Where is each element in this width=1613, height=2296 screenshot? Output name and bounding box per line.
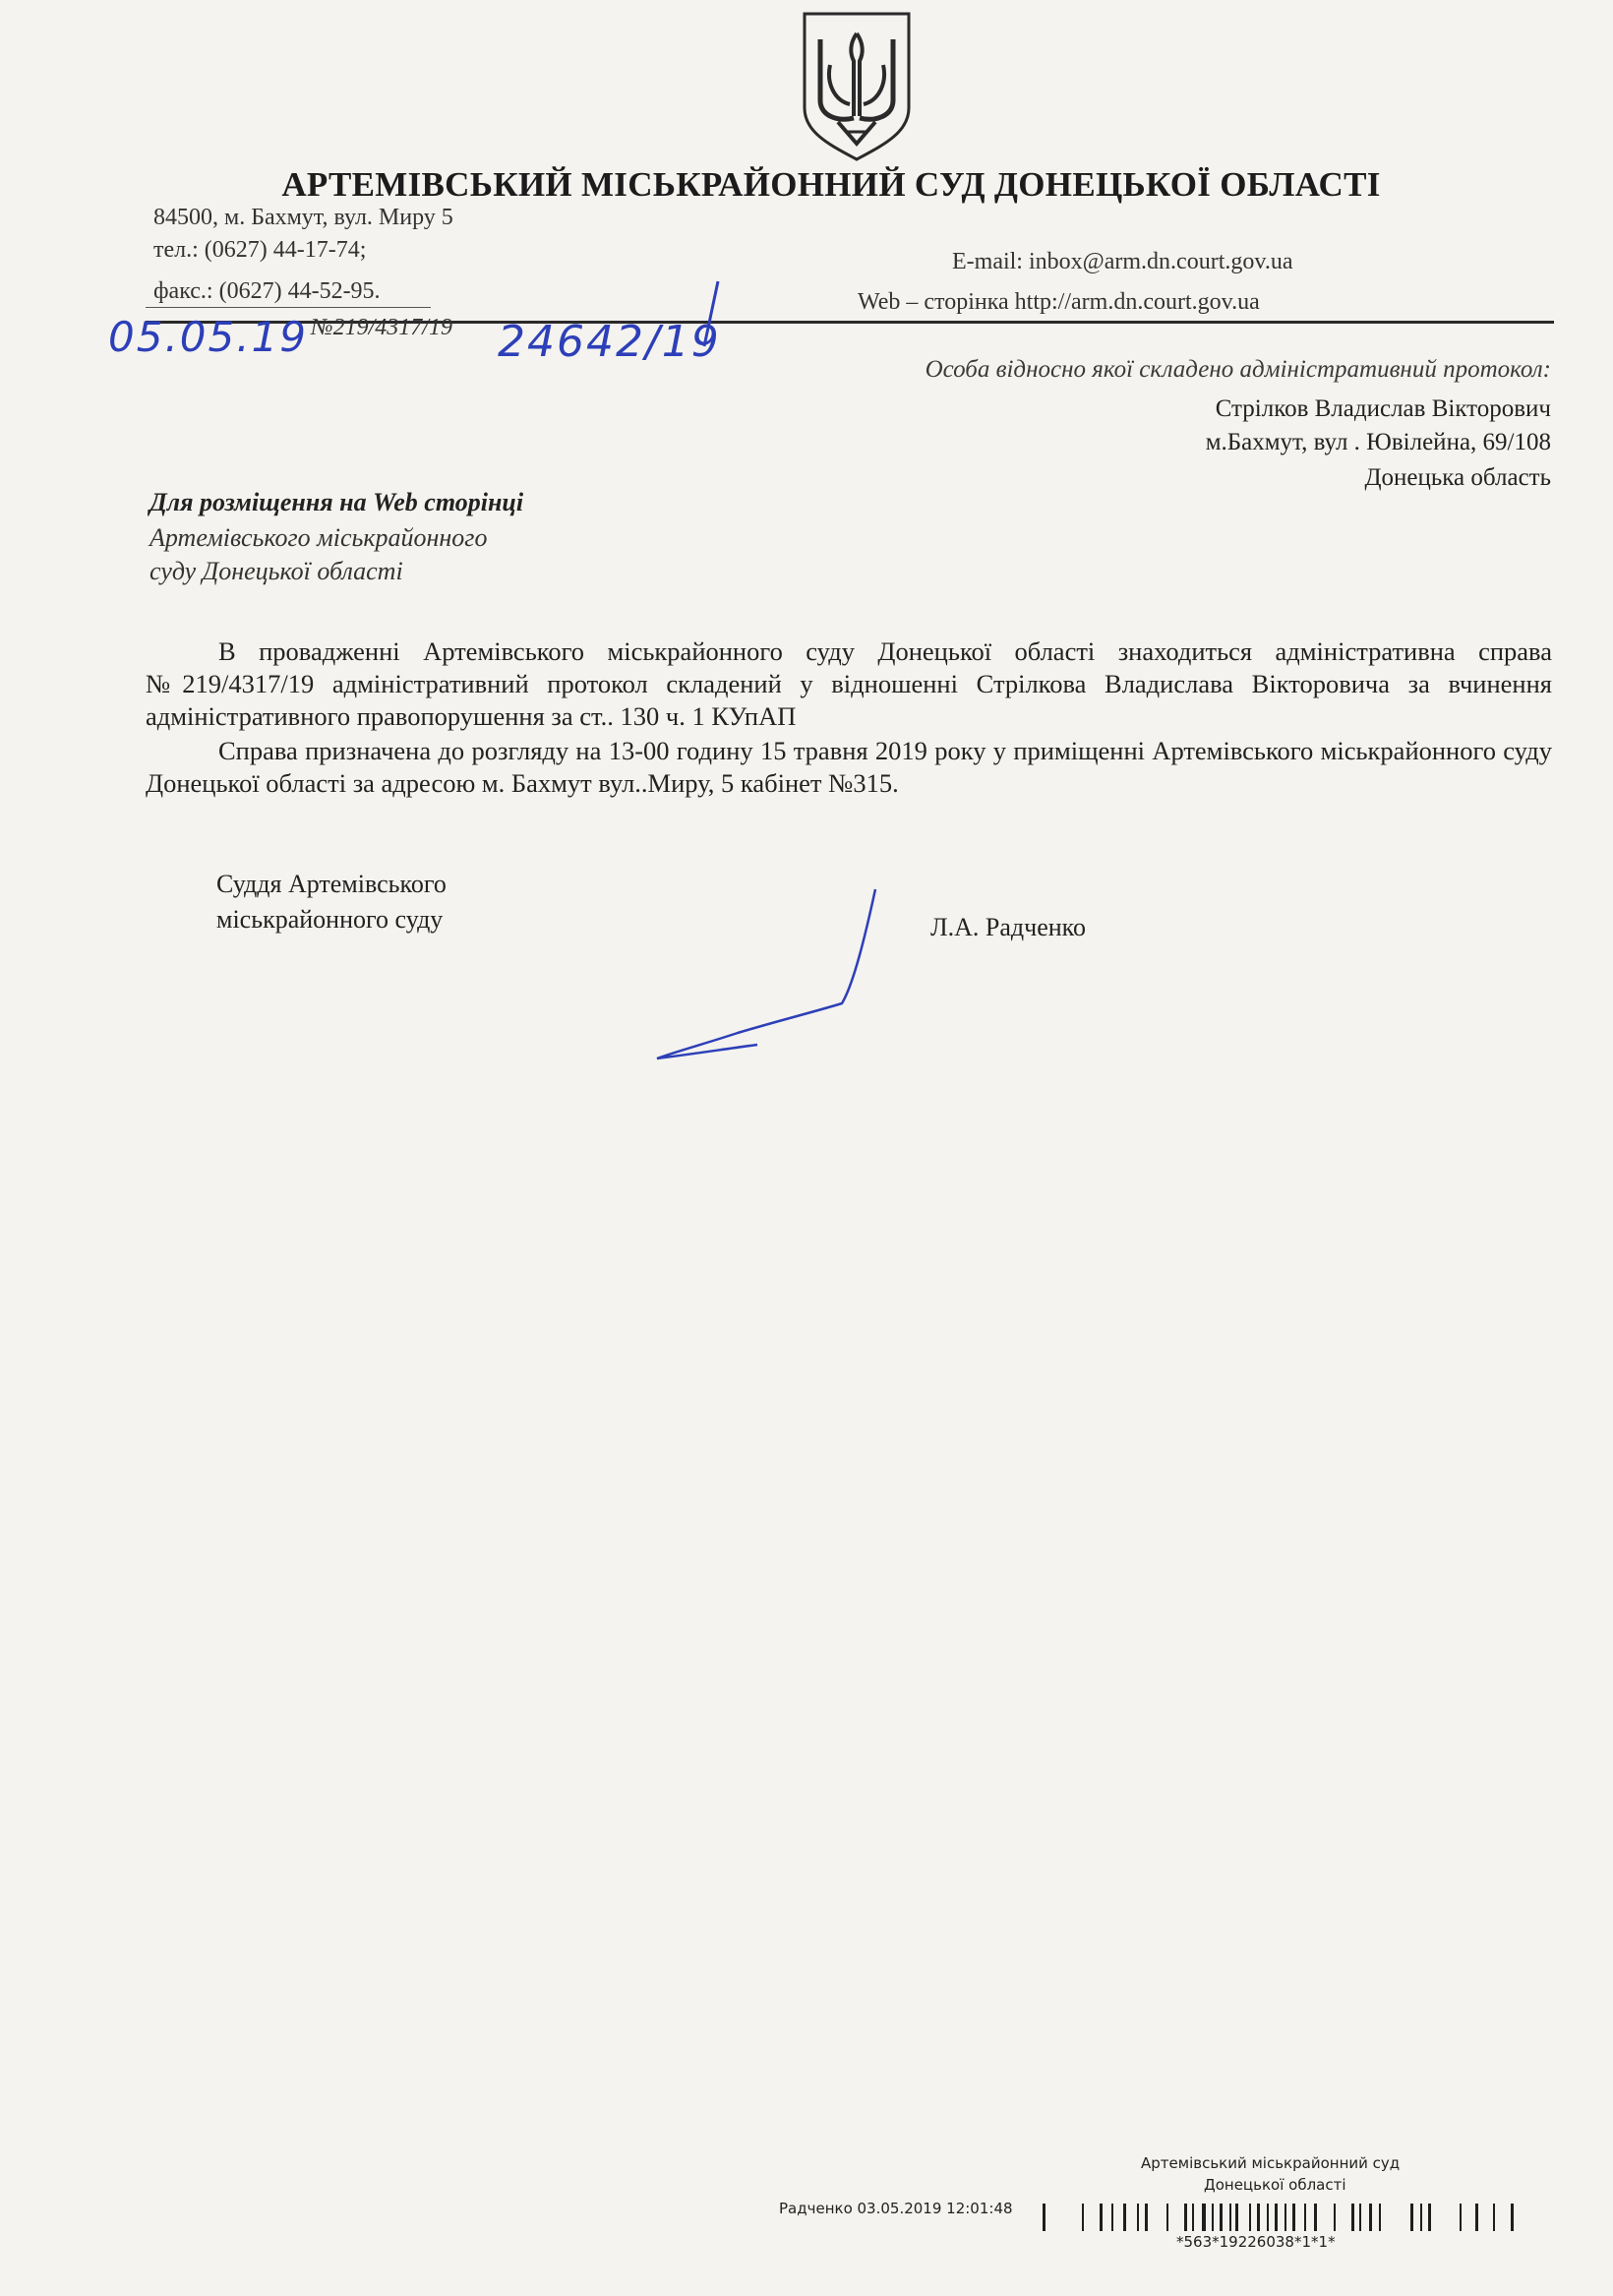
stamp-registration: Радченко 03.05.2019 12:01:48 — [779, 2200, 1013, 2217]
notice-paragraph-1: В провадженні Артемівського міськрайонного суду Донецької області знаходиться адміністративна справа №219/4317/19 адміністративний протокол складений у відношенні Стрілкова Владислава Вікторовича за вчинення адміністративного правопорушення за ст.. 130 ч. 1 КУпАП — [146, 636, 1552, 731]
judge-title-line1: Суддя Артемівського — [216, 870, 447, 898]
handwritten-outgoing-number: 24642/19 — [498, 317, 721, 367]
court-website: Web – сторінка http://arm.dn.court.gov.ua — [858, 289, 1260, 315]
web-placement-line3: суду Донецької області — [149, 557, 403, 585]
fax-underline — [146, 307, 431, 308]
case-number-reference: №219/4317/19 — [311, 315, 452, 340]
coat-of-arms-icon — [799, 10, 915, 162]
court-address: 84500, м. Бахмут, вул. Миру 5 — [153, 205, 453, 230]
stamp-court-line1: Артемівський міськрайонний суд — [1141, 2154, 1401, 2172]
barcode-text: *563*19226038*1*1* — [1176, 2233, 1336, 2251]
recipient-region: Донецька область — [1364, 464, 1551, 491]
handwritten-date: 05.05.19 — [108, 313, 309, 361]
judge-signature — [649, 885, 885, 1072]
notice-body — [146, 635, 1552, 800]
barcode-icon — [1039, 2202, 1521, 2233]
recipient-name: Стрілков Владислав Вікторович — [1215, 395, 1551, 422]
handwritten-stroke — [610, 277, 728, 366]
recipient-label: Особа відносно якої складено адміністративний протокол: — [925, 356, 1551, 383]
court-name-heading: АРТЕМІВСЬКИЙ МІСЬКРАЙОННИЙ СУД ДОНЕЦЬКОЇ ОБЛАСТІ — [281, 165, 1381, 204]
judge-name: Л.А. Радченко — [930, 913, 1086, 941]
notice-paragraph-2: Справа призначена до розгляду на 13-00 годину 15 травня 2019 року у приміщенні Артемівського міськрайонного суду Донецької області за адресою м. Бахмут вул..Миру, 5 кабінет №315. — [146, 736, 1552, 798]
judge-title-line2: міськрайонного суду — [216, 905, 444, 934]
stamp-court-line2: Донецької області — [1204, 2176, 1346, 2194]
court-fax: факс.: (0627) 44-52-95. — [153, 278, 381, 304]
web-placement-line2: Артемівського міськрайонного — [149, 523, 488, 552]
court-email: E-mail: inbox@arm.dn.court.gov.ua — [952, 249, 1293, 274]
court-phone: тел.: (0627) 44-17-74; — [153, 237, 367, 263]
web-placement-heading: Для розміщення на Web сторінці — [149, 488, 524, 516]
recipient-address: м.Бахмут, вул . Ювілейна, 69/108 — [1205, 429, 1551, 455]
